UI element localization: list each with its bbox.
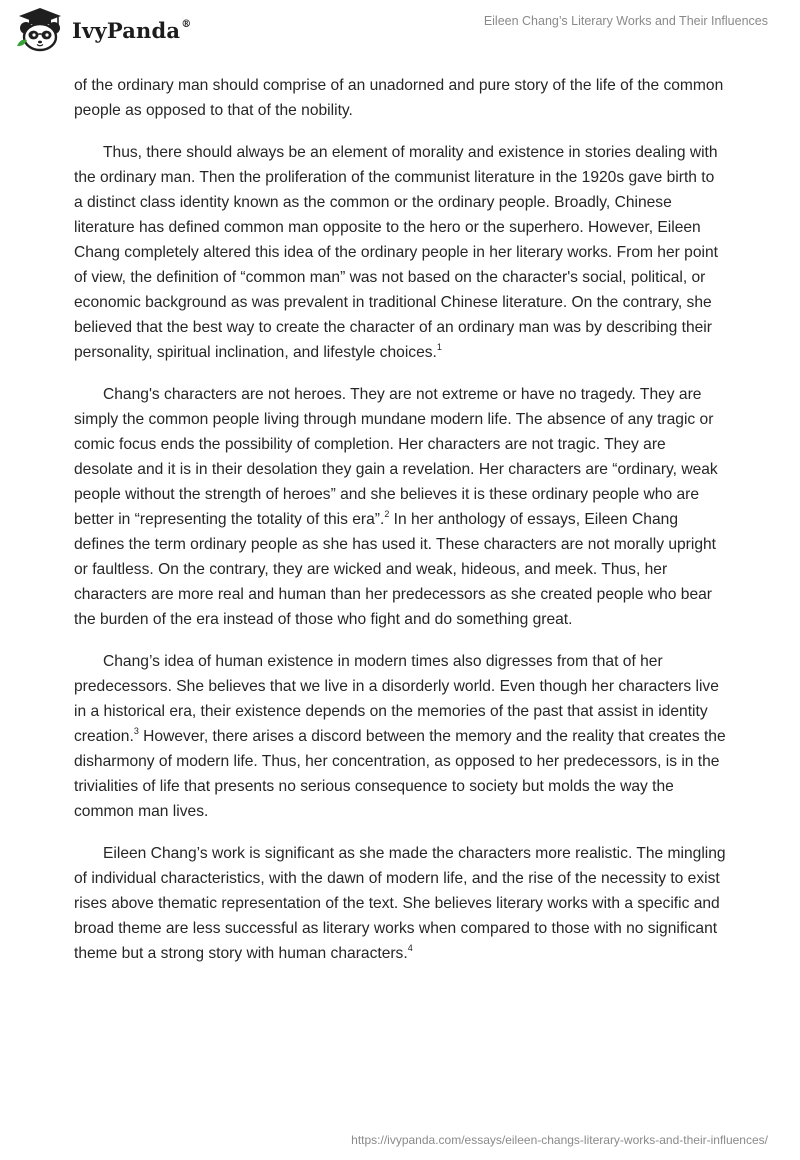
paragraph <box>74 73 726 123</box>
paragraph <box>74 382 726 632</box>
paragraph-text: However, there arises a discord between the memory and the reality that creates the disharmony of modern life. Thus, her concentration, as opposed to her predecessors, is in the trivialities of life that presents no serious consequence to society but molds the way the common man lives. <box>74 728 726 820</box>
brand-name: IvyPanda® <box>72 17 192 43</box>
footnote-ref[interactable]: 2 <box>384 508 390 519</box>
paragraph-text: Thus, there should always be an element of morality and existence in stories dealing with the ordinary man. Then the proliferation of the communist literature in the 1920s gave birth to a distinct class identity known as the common or the ordinary people. Broadly, Chinese literature has defined common man opposite to the hero or the superhero. However, Eileen Chang completely altered this idea of the ordinary people in her literary works. From her point of view, the definition of “common man” was not based on the character's social, political, or economic background as was prevalent in traditional Chinese literature. On the contrary, she believed that the best way to create the character of an ordinary man was by describing their personality, spiritual inclination, and lifestyle choices. <box>74 144 718 361</box>
footnote-ref[interactable]: 3 <box>133 725 139 736</box>
paragraph-text: of the ordinary man should comprise of an unadorned and pure story of the life of the common people as opposed to that of the nobility. <box>74 77 724 119</box>
essay-body <box>74 73 726 983</box>
page-header <box>0 0 800 60</box>
panda-graduate-icon <box>14 6 66 52</box>
paragraph <box>74 841 726 966</box>
paragraph-text: Chang’s idea of human existence in modern times also digresses from that of her predecessors. She believes that we live in a disorderly world. Even though her characters live in a historical era, their existence depends on the memories of the past that assist in identity creation. <box>74 653 719 745</box>
footnote-ref[interactable]: 4 <box>407 942 413 953</box>
source-url-link[interactable]: https://ivypanda.com/essays/eileen-changs-literary-works-and-their-influences/ <box>351 1133 768 1147</box>
document-title: Eileen Chang’s Literary Works and Their Influences <box>483 14 768 28</box>
paragraph-text: In her anthology of essays, Eileen Chang defines the term ordinary people as she has used it. These characters are not morally upright or faultless. On the contrary, they are wicked and weak, hideous, and meek. Thus, her characters are more real and human than her predecessors as she created people who bear the burden of the era instead of those who fight and do something great. <box>74 511 717 628</box>
paragraph-text: Eileen Chang’s work is significant as she made the characters more realistic. The mingling of individual characteristics, with the dawn of modern life, and the rise of the necessity to exist rises above thematic representation of the text. She believes literary works with a specific and broad theme are less successful as literary works when compared to those with no significant theme but a strong story with human characters. <box>74 845 726 962</box>
registered-mark: ® <box>181 18 192 30</box>
paragraph <box>74 649 726 824</box>
paragraph-text: Chang's characters are not heroes. They are not extreme or have no tragedy. They are simply the common people living through mundane modern life. The absence of any tragic or comic focus ends the possibility of completion. Her characters are not tragic. They are desolate and it is in their desolation they gain a revelation. Her characters are “ordinary, weak people without the strength of heroes” and she believes it is these ordinary people who are better in “representing the totality of this era”. <box>74 386 718 528</box>
paragraph <box>74 140 726 365</box>
ivypanda-logo[interactable] <box>14 6 191 52</box>
footnote-ref[interactable]: 1 <box>436 341 442 352</box>
